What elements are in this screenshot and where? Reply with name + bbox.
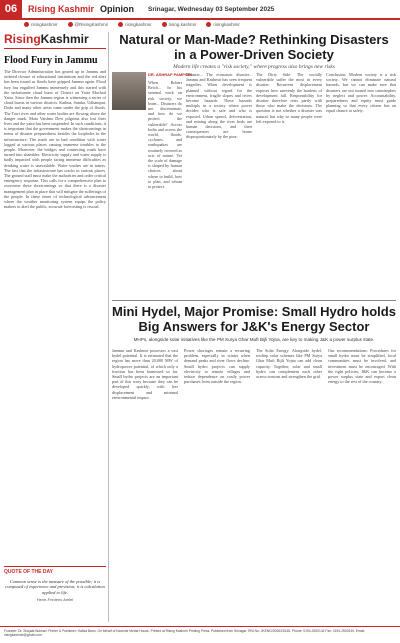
article-2-deck: MHPs, alongside solar initiatives like the PM Surya Ghar Muft Bijli Yojna, are key to making J&K a power surplus state. (133, 337, 375, 342)
article-1-deck: Modern life creates a "risk society," where progress also brings new risks (173, 64, 335, 70)
editorial-title: Flood Fury in Jammu (4, 55, 98, 66)
publication-name: Rising Kashmir (28, 4, 95, 14)
social-link[interactable]: rising.kashmir (162, 22, 197, 27)
social-link[interactable]: risingkashmir (206, 22, 240, 27)
page-number: 06 (0, 0, 22, 19)
issue-date: Srinagar, Wednesday 03 September 2025 (148, 5, 275, 13)
quote-text: Common sense is the measure of the possible; it is composed of experience and prevision; it is calculation applied to life. (5, 579, 105, 595)
social-links (24, 22, 240, 27)
article-1 (112, 32, 396, 190)
section-divider (112, 300, 396, 301)
article-1-body (112, 72, 396, 297)
editorial-body: The Director Administration has geared up in Jammu and ordered closure of educational institutions and the red alert has been issued as floods have gripped Jammu again. Flood fury has engulfed Jammu immensely and this started with the unfortunate cloud burst of Chisoti on Yatra Machail Yatra. Since then the Jammu region is witnessing a series of cloud bursts in various districts. Kathua, Samba, Udhampur, Doda and many other areas came under the grip of floods. The Tawi river and other water bodies are flowing above the danger mark. Mata Vaishno Devi pilgrims also lost their lives and the yatra has been suspended. In such conditions, it is important that the government makes the shortcomings in terms of disaster preparedness besides the loopholes in the infrastructure. The roads are in bad condition with water logged at various places causing immense troubles to the people. Moreover, the bridges and connecting roads have turned into shambles. Electricity supply and water supply is badly impacted with people facing immense difficulties as drinking water is unavailable. Water washes are in tatters. The fact that the infrastructure has cracks in various places. The ground staff must make the authorities and order critical emergency response. This calls for a comprehensive plan to overcome these shortcomings so that there is a disaster management plan in place that will mitigate the sufferings of the people. In these times of technological advancement where the weather monitoring system equips the policy makers to alert the public, accurate forecasting is crucial. (4, 69, 106, 210)
youtube-icon (162, 22, 167, 27)
article-1-col-4: Conclusion: Modern society is a risk society. We cannot eliminate natural hazards, but we can make sure that disasters are not turned into catastrophes by neglect and power. Accountability, preparedness and equity must guide planning so that every citizen has an equal chance at safety. (326, 72, 396, 114)
article-2-col-2: Power shortages remain a recurring problem, especially in winter when demand peaks and river flows decline. Small hydro projects can supply electricity to remote villages and reduce dependence on costly power purchases from outside the region. (184, 348, 250, 385)
imprint-footer: Founder: Dr. Shujaat Bukhari. Printer & Publisher: Hafiza Bano. On behalf of Kashmir Media House. Printed at Rising Kashmir Printing Press. Published from Srinagar. RNI No: JKENG/2008/25148. Phone: 0194-2500142 Fax: 0194-2500240. Email: risingkashmir@gmail.com (0, 626, 400, 643)
author-photo (112, 72, 146, 110)
web-icon (206, 22, 211, 27)
article-2-col-1: Jammu and Kashmir possesses a vast hydel potential. It is estimated that the region has more than 20,000 MW of hydropower potential, of which only a fraction has been harnessed so far. Small hydro projects are an important part of this story because they can be developed quickly, with less displacement and minimal environmental impact. (112, 348, 178, 400)
masthead (0, 0, 400, 20)
column-divider (108, 32, 109, 622)
quote-author: Henri-Frederic Amiel (36, 597, 74, 603)
article-2-col-3: The Solar Energy: Alongside hydel, rooftop solar schemes like PM Surya Ghar Muft Bijli Yojna can add clean capacity. Together, solar and small hydro can complement each other across seasons and strengthen the grid. (256, 348, 322, 380)
quote-of-the-day (4, 566, 106, 602)
article-1-col-3: The Dirty Side: The socially vulnerable suffer the most in every disaster. Recurrent displacement exposes how unevenly the burdens of development fall. Responsibility for disaster therefore rests partly with those who make the decisions. The question is not whether a disaster was natural, but why so many people were left exposed to it. (256, 72, 322, 124)
facebook-icon (24, 22, 29, 27)
instagram-icon (118, 22, 123, 27)
quote-heading: QUOTE OF THE DAY (4, 569, 53, 575)
logo: RisingKashmir (4, 32, 106, 49)
social-link[interactable]: risingkashmir (118, 22, 152, 27)
article-2-headline: Mini Hydel, Major Promise: Small Hydro holds Big Answers for J&K's Energy Sector (112, 304, 396, 334)
twitter-icon (68, 22, 73, 27)
article-2-col-4: Our recommendations: Procedures for small hydro must be simplified, local communities must be involved, and investment must be encouraged. With the right policies, J&K can become a power surplus state and export clean energy to the rest of the country. (328, 348, 396, 385)
social-link[interactable]: @RisingKashmir (68, 22, 109, 27)
article-1-col-1: When Robert Reich... In his seminal work on risk society, we learn... Disasters do not discriminate, and how do we protect the vulnerable? Across India and across the world, floods, cyclones, and earthquakes are routinely covered as acts of nature. Yet the scale of damage is shaped by human choices about where to build, how to plan, and whom to protect. (148, 80, 182, 190)
article-1-byline: DR. ASHRAF PAMPORI (148, 72, 192, 77)
editorial-column (4, 32, 106, 209)
section-name: Opinion (100, 4, 135, 14)
article-1-headline: Natural or Man-Made? Rethinking Disasters in a Power-Driven Society (119, 32, 389, 62)
article-1-col-2: Disaster... The economic disaster... Jammu and Kashmir has seen frequent tragedies. When development is planned without regard for the environment, fragile slopes and rivers become hazards. These hazards multiply in a society where power decides who is safe and who is exposed. Urban sprawl, deforestation, and mining along the river beds are human decisions, and their consequences are borne disproportionately by the poor. (186, 72, 252, 140)
social-link[interactable]: risingkashmir (24, 22, 58, 27)
